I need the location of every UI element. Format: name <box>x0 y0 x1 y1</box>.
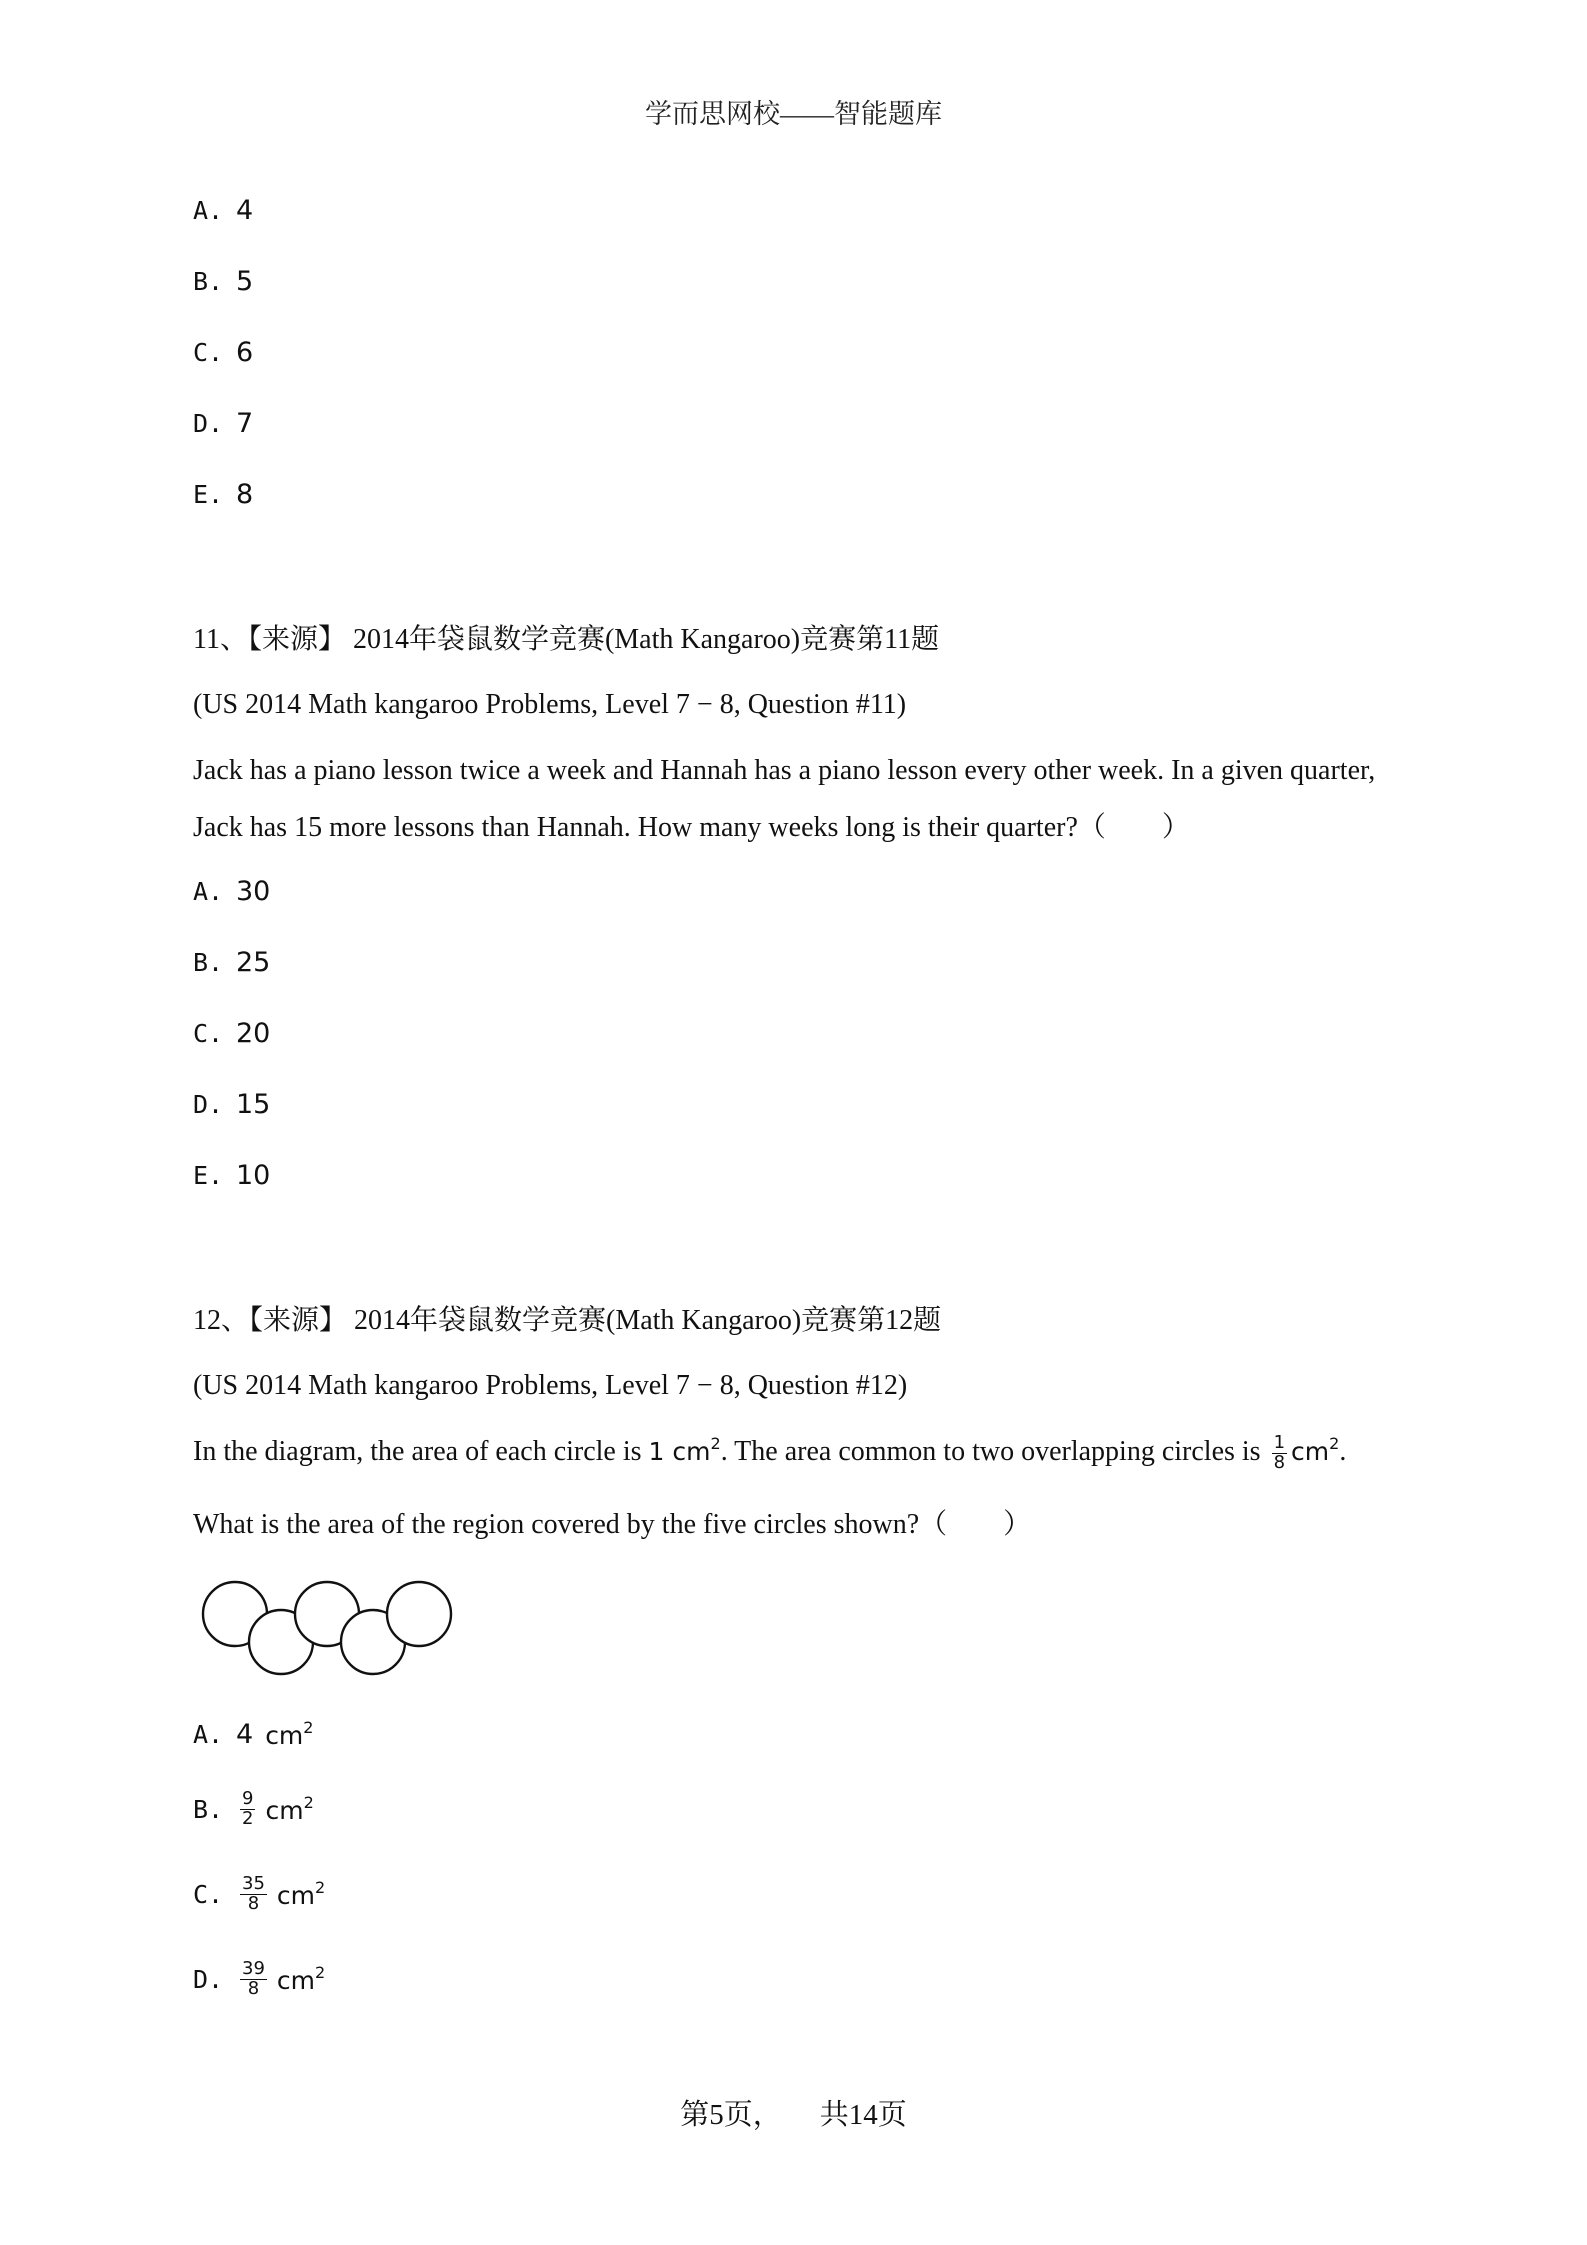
option-letter: B. <box>193 1794 224 1824</box>
circle-5 <box>387 1582 451 1646</box>
option-letter: E. <box>193 480 224 509</box>
fraction-numerator: 39 <box>242 1958 265 1979</box>
option-fraction <box>240 1960 267 1999</box>
q11-option-c[interactable] <box>193 1018 270 1049</box>
fraction-denominator: 8 <box>247 1892 260 1914</box>
five-circles-diagram <box>193 1575 463 1695</box>
q12-circle-area-value: 1 cm <box>648 1437 711 1466</box>
fraction-numerator: 9 <box>242 1788 254 1809</box>
q11-subtitle: (US 2014 Math kangaroo Problems, Level 7 − 8, Question #11) <box>193 689 907 720</box>
option-value: 6 <box>236 337 254 368</box>
q11-option-a[interactable] <box>193 876 270 907</box>
prev-option-c[interactable] <box>193 337 253 368</box>
fraction-denominator: 8 <box>247 1977 260 1999</box>
option-letter: C. <box>193 338 224 367</box>
option-letter: E. <box>193 1161 224 1190</box>
option-fraction <box>240 1875 267 1914</box>
option-unit <box>277 1963 325 1995</box>
option-value: 25 <box>236 947 271 978</box>
footer-page-total: 共14页 <box>819 2099 907 2131</box>
q12-heading: 12、【来源】 2014年袋鼠数学竞赛(Math Kangaroo)竞赛第12题 <box>193 1305 942 1336</box>
option-value: 4 <box>236 1718 254 1750</box>
fraction-denominator: 8 <box>1273 1452 1286 1474</box>
q12-text-part2: . The area common to two overlapping circles is <box>720 1436 1268 1467</box>
unit-text: cm <box>1291 1437 1330 1466</box>
q12-text-line1 <box>193 1434 1346 1473</box>
option-value: 10 <box>236 1160 271 1191</box>
option-unit <box>277 1878 325 1910</box>
exponent: 2 <box>315 1878 326 1898</box>
q12-option-b[interactable] <box>193 1790 314 1829</box>
option-fraction <box>240 1790 255 1829</box>
q12-option-d[interactable] <box>193 1960 325 1999</box>
q12-option-c[interactable] <box>193 1875 325 1914</box>
page-header: 学而思网校——智能题库 <box>645 99 942 129</box>
q12-text-part1: In the diagram, the area of each circle is <box>193 1436 649 1467</box>
unit-text: cm <box>276 1966 316 1996</box>
q12-subtitle: (US 2014 Math kangaroo Problems, Level 7 − 8, Question #12) <box>193 1370 908 1401</box>
prev-option-d[interactable] <box>193 408 253 439</box>
q11-option-e[interactable] <box>193 1160 270 1191</box>
unit-text: cm <box>265 1721 304 1750</box>
exponent: 2 <box>315 1963 326 1983</box>
option-unit <box>265 1793 313 1825</box>
prev-option-e[interactable] <box>193 479 253 510</box>
option-letter: A. <box>193 1719 224 1749</box>
prev-option-a[interactable] <box>193 195 253 226</box>
exponent: 2 <box>303 1793 314 1813</box>
fraction-numerator: 1 <box>1273 1432 1286 1454</box>
unit-text: cm <box>265 1796 304 1826</box>
option-value: 15 <box>236 1089 271 1120</box>
q11-heading: 11、【来源】 2014年袋鼠数学竞赛(Math Kangaroo)竞赛第11题 <box>193 624 940 655</box>
option-letter: C. <box>193 1019 224 1048</box>
q11-option-d[interactable] <box>193 1089 270 1120</box>
fraction-denominator: 2 <box>242 1807 254 1829</box>
q12-text-line2: What is the area of the region covered by the five circles shown?（ ） <box>193 1509 1032 1540</box>
exponent: 2 <box>1329 1434 1340 1453</box>
page-footer <box>0 2092 1587 2133</box>
option-value: 4 <box>236 195 254 226</box>
option-value: 5 <box>236 266 254 297</box>
option-value: 20 <box>236 1018 271 1049</box>
option-letter: B. <box>193 948 224 977</box>
exponent: 2 <box>303 1718 314 1737</box>
q12-circle-area <box>648 1434 721 1466</box>
fraction-numerator: 35 <box>242 1873 265 1894</box>
option-letter: C. <box>193 1879 224 1909</box>
q12-text-end: . <box>1339 1436 1347 1467</box>
option-letter: D. <box>193 409 224 438</box>
option-value: 8 <box>236 479 254 510</box>
option-letter: A. <box>193 196 224 225</box>
option-letter: A. <box>193 877 224 906</box>
option-value: 30 <box>236 876 271 907</box>
option-letter: B. <box>193 267 224 296</box>
q11-text-line2: Jack has 15 more lessons than Hannah. How many weeks long is their quarter?（ ） <box>193 812 1190 843</box>
option-letter: D. <box>193 1964 224 1994</box>
footer-page-number: 第5页， <box>680 2099 782 2131</box>
q12-overlap-fraction <box>1272 1434 1287 1473</box>
prev-option-b[interactable] <box>193 266 253 297</box>
unit-text: cm <box>276 1881 316 1911</box>
q11-text-line1: Jack has a piano lesson twice a week and Hannah has a piano lesson every other week. In a given quarter, <box>193 755 1376 786</box>
q12-overlap-unit <box>1291 1434 1340 1466</box>
exponent: 2 <box>710 1434 721 1453</box>
q11-option-b[interactable] <box>193 947 270 978</box>
option-unit <box>265 1718 313 1750</box>
option-letter: D. <box>193 1090 224 1119</box>
option-value: 7 <box>236 408 254 439</box>
q12-option-a[interactable] <box>193 1718 313 1750</box>
